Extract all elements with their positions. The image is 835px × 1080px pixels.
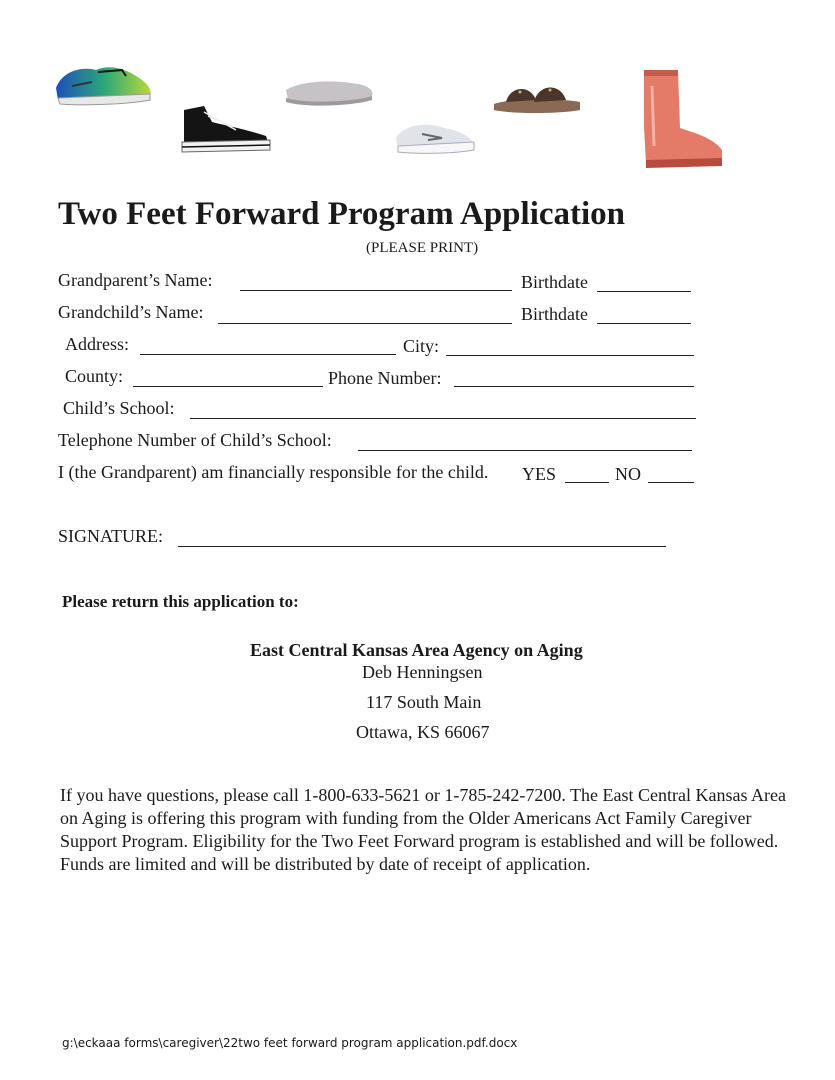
phone-number-label: Phone Number: bbox=[328, 368, 442, 388]
address-field[interactable] bbox=[140, 354, 396, 355]
city-state-zip: Ottawa, KS 66067 bbox=[356, 722, 490, 742]
return-instruction: Please return this application to: bbox=[62, 592, 299, 611]
grandparent-birthdate-field[interactable] bbox=[597, 291, 691, 292]
high-top-sneaker-image bbox=[178, 100, 274, 161]
slip-on-shoe-image bbox=[282, 74, 376, 113]
info-paragraph: If you have questions, please call 1-800-633-5621 or 1-785-242-7200. The East Central Kansas Area on Aging is offering this program with funding from the Older Americans Act Family Caregiver Support Program. Eligibility for the Two Feet Forward program is established and will be followed. Funds are limited and will be distributed by date of receipt of application. bbox=[60, 785, 786, 874]
yes-label: YES bbox=[522, 464, 557, 484]
street-address: 117 South Main bbox=[366, 692, 482, 712]
file-path-footer: g:\eckaaa forms\caregiver\22two feet forward program application.pdf.docx bbox=[62, 1036, 518, 1050]
county-field[interactable] bbox=[133, 386, 323, 387]
address-label: Address: bbox=[65, 334, 129, 354]
grandchild-name-label: Grandchild’s Name: bbox=[58, 302, 204, 322]
form-title: Two Feet Forward Program Application bbox=[58, 196, 626, 232]
contact-name: Deb Henningsen bbox=[362, 662, 483, 682]
running-shoe-image bbox=[392, 116, 478, 163]
grandparent-name-label: Grandparent’s Name: bbox=[58, 270, 213, 290]
signature-label: SIGNATURE: bbox=[58, 526, 164, 546]
athletic-sneaker-image bbox=[52, 58, 156, 119]
phone-number-field[interactable] bbox=[454, 386, 694, 387]
city-label: City: bbox=[403, 336, 440, 356]
grandparent-name-field[interactable] bbox=[240, 290, 512, 291]
sandal-image bbox=[490, 78, 584, 123]
financial-responsibility-text: I (the Grandparent) am financially responsible for the child. bbox=[58, 462, 489, 482]
rain-boot-image bbox=[636, 66, 730, 175]
school-telephone-field[interactable] bbox=[358, 450, 692, 451]
county-label: County: bbox=[65, 366, 124, 386]
grandchild-birthdate-field[interactable] bbox=[597, 323, 691, 324]
agency-name: East Central Kansas Area Agency on Aging bbox=[250, 640, 583, 660]
grandchild-name-field[interactable] bbox=[218, 323, 512, 324]
grandchild-birthdate-label: Birthdate bbox=[521, 304, 588, 324]
childs-school-label: Child’s School: bbox=[63, 398, 175, 418]
grandparent-birthdate-label: Birthdate bbox=[521, 272, 588, 292]
signature-field[interactable] bbox=[178, 546, 666, 547]
form-subtitle: (PLEASE PRINT) bbox=[366, 240, 479, 256]
no-field[interactable] bbox=[648, 482, 694, 483]
no-label: NO bbox=[615, 464, 641, 484]
childs-school-field[interactable] bbox=[190, 418, 696, 419]
city-field[interactable] bbox=[446, 355, 694, 356]
yes-field[interactable] bbox=[565, 482, 609, 483]
school-telephone-label: Telephone Number of Child’s School: bbox=[58, 430, 332, 450]
